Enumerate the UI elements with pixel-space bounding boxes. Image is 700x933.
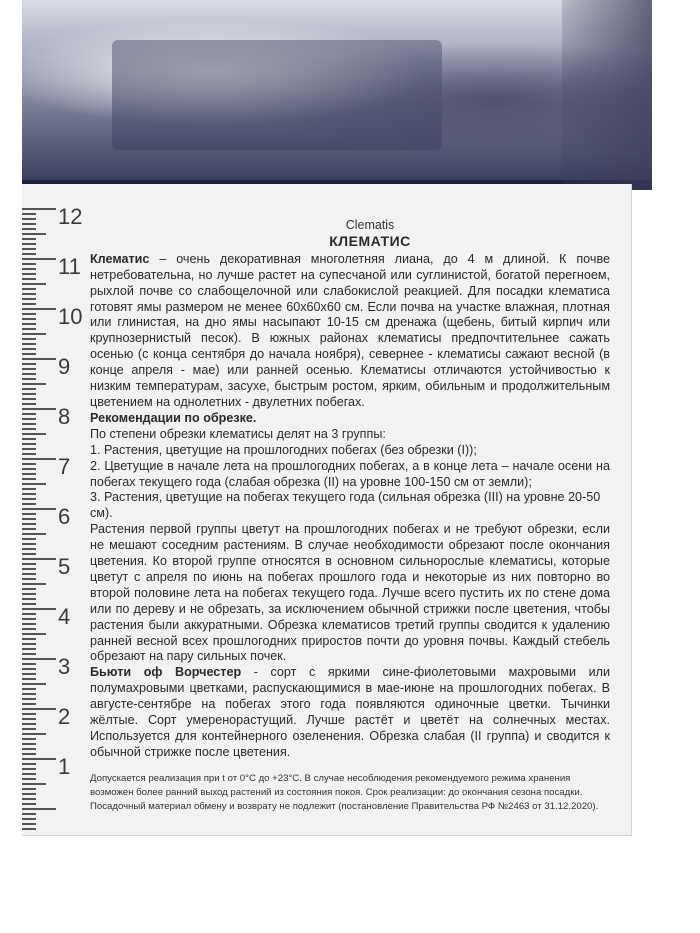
ruler-tick bbox=[22, 653, 36, 655]
pruning-paragraph: Растения первой группы цветут на прошлогодних побегах и не требуют обрезки, если не мешают соседним растениям. В случае необходимости обрезают после окончания цветения. Ко второй группе относятся в основном сильнорослые клематисы, которые цветут с апреля по июнь на побегах прошлого года и некоторые из них повторно во второй половине лета на побегах текущего года. Лучше всего пустить их по стене дома или по дереву и не обрезать, за исключением обычной стрижки после цветения, чтобы растения были аккуратными. Обрезка клематисов третий группы сводится к удалению ранней весной всех прошлогодних приростов почти до уровня почвы. Каждый стебель обрезают на пару сильных почек. bbox=[90, 522, 610, 664]
ruler-tick bbox=[22, 773, 36, 775]
ruler-tick bbox=[22, 438, 36, 440]
ruler-tick bbox=[22, 523, 36, 525]
ruler-tick bbox=[22, 578, 36, 580]
ruler-tick bbox=[22, 713, 36, 715]
ruler-tick bbox=[22, 678, 36, 680]
ruler-tick bbox=[22, 258, 56, 260]
ruler-tick bbox=[22, 443, 36, 445]
ruler-number: 3 bbox=[58, 654, 71, 679]
variety-text: - сорт с яркими сине-фиолетовыми махровыми или полумахровыми цветками, распускающимися в мае-июне на прошлогодних побегах. В августе-сентябре на побегах этого года появляются одиночные цветки. Тычинки жёлтые. Сорт умеренорастущий. Лучше растёт и цветёт на солнечных местах. Используется для контейнерного озеленения. Обрезка слабая (II группа) и сводится к обычной стрижке после цветения. bbox=[90, 665, 610, 759]
intro-paragraph bbox=[90, 252, 610, 411]
pruning-line: По степени обрезки клематисы делят на 3 группы: bbox=[90, 426, 386, 441]
ruler-tick bbox=[22, 208, 56, 210]
ruler-tick bbox=[22, 783, 46, 785]
ruler-tick bbox=[22, 518, 36, 520]
label-content bbox=[90, 218, 610, 761]
ruler-tick bbox=[22, 378, 36, 380]
ruler-tick bbox=[22, 768, 36, 770]
ruler-tick bbox=[22, 493, 36, 495]
ruler-number: 5 bbox=[58, 554, 71, 579]
ruler-number: 6 bbox=[58, 504, 71, 529]
ruler-tick bbox=[22, 268, 36, 270]
ruler-tick bbox=[22, 448, 36, 450]
ruler-tick bbox=[22, 628, 36, 630]
ruler-tick bbox=[22, 573, 36, 575]
ruler-tick bbox=[22, 828, 36, 830]
ruler-tick bbox=[22, 793, 36, 795]
ruler-tick bbox=[22, 373, 36, 375]
ruler-tick bbox=[22, 763, 36, 765]
ruler-number: 8 bbox=[58, 404, 71, 429]
ruler-number: 7 bbox=[58, 454, 71, 479]
ruler-tick bbox=[22, 383, 46, 385]
ruler-tick bbox=[22, 468, 36, 470]
ruler-tick bbox=[22, 418, 36, 420]
ruler-tick bbox=[22, 298, 36, 300]
pruning-line: 3. Растения, цветущие на побегах текущего года (сильная обрезка (III) на уровне 20-50 см). bbox=[90, 490, 601, 521]
ruler-tick bbox=[22, 513, 36, 515]
pruning-line: 1. Растения, цветущие на прошлогодних побегах (без обрезки (I)); bbox=[90, 442, 477, 457]
ruler-tick bbox=[22, 708, 56, 710]
ruler-tick bbox=[22, 408, 56, 410]
ruler-tick bbox=[22, 398, 36, 400]
ruler-number: 4 bbox=[58, 604, 71, 629]
ruler-tick bbox=[22, 243, 36, 245]
ruler-tick bbox=[22, 758, 56, 760]
ruler-tick bbox=[22, 463, 36, 465]
ruler-tick bbox=[22, 623, 36, 625]
label-title: КЛЕМАТИС bbox=[329, 232, 411, 249]
ruler-tick bbox=[22, 503, 36, 505]
ruler-tick bbox=[22, 753, 36, 755]
ruler-tick bbox=[22, 293, 36, 295]
ruler-tick bbox=[22, 333, 46, 335]
ruler-tick bbox=[22, 823, 36, 825]
ruler-number: 9 bbox=[58, 354, 71, 379]
ruler-tick bbox=[22, 338, 36, 340]
ruler-tick bbox=[22, 643, 36, 645]
ruler-tick bbox=[22, 683, 46, 685]
ruler-tick bbox=[22, 568, 36, 570]
latin-name: Clematis bbox=[345, 218, 395, 232]
ruler-tick bbox=[22, 658, 56, 660]
ruler-tick bbox=[22, 718, 36, 720]
ruler-tick bbox=[22, 313, 36, 315]
ruler-tick bbox=[22, 613, 36, 615]
ruler-tick bbox=[22, 363, 36, 365]
ruler-tick bbox=[22, 413, 36, 415]
ruler-tick bbox=[22, 543, 36, 545]
ruler-tick bbox=[22, 563, 36, 565]
ruler-tick bbox=[22, 308, 56, 310]
ruler-number: 10 bbox=[58, 304, 83, 329]
ruler-tick bbox=[22, 403, 36, 405]
packaging-bag-photo bbox=[22, 0, 652, 190]
ruler-tick bbox=[22, 538, 36, 540]
ruler-tick bbox=[22, 798, 36, 800]
ruler-tick bbox=[22, 288, 36, 290]
storage-footer: Допускается реализация при t от 0°С до +23°С. В случае несоблюдения рекомендуемого режима хранения возможен более ранний выход растений из состояния покоя. Срок реализации: до окончания сезона посадки. Посадочный материал обмену и возврату не подлежит (постановление Правительства РФ №2463 от 31.12.2020). bbox=[90, 773, 599, 812]
ruler-tick bbox=[22, 663, 36, 665]
ruler-tick bbox=[22, 528, 36, 530]
pruning-line: 2. Цветущие в начале лета на прошлогодних побегах, а в конце лета – начале осени на побегах текущего года (слабая обрезка (II) на уровне 100-150 см от земли); bbox=[90, 458, 610, 489]
ruler-tick bbox=[22, 228, 36, 230]
measurement-ruler bbox=[22, 188, 92, 828]
ruler-tick bbox=[22, 803, 36, 805]
ruler-tick bbox=[22, 343, 36, 345]
ruler-tick bbox=[22, 473, 36, 475]
ruler-tick bbox=[22, 673, 36, 675]
ruler-tick bbox=[22, 808, 56, 810]
ruler-tick bbox=[22, 603, 36, 605]
pruning-heading: Рекомендации по обрезке. bbox=[90, 410, 257, 425]
ruler-tick bbox=[22, 233, 46, 235]
ruler-tick bbox=[22, 218, 36, 220]
ruler-tick bbox=[22, 698, 36, 700]
ruler-tick bbox=[22, 328, 36, 330]
ruler-tick bbox=[22, 618, 36, 620]
ruler-tick bbox=[22, 728, 36, 730]
ruler-tick bbox=[22, 498, 36, 500]
ruler-tick bbox=[22, 458, 56, 460]
ruler-tick bbox=[22, 723, 36, 725]
ruler-tick bbox=[22, 488, 36, 490]
ruler-tick bbox=[22, 478, 36, 480]
ruler-number: 12 bbox=[58, 204, 83, 229]
ruler-tick bbox=[22, 703, 36, 705]
ruler-tick bbox=[22, 278, 36, 280]
ruler-tick bbox=[22, 748, 36, 750]
ruler-tick bbox=[22, 353, 36, 355]
ruler-tick bbox=[22, 393, 36, 395]
ruler-tick bbox=[22, 318, 36, 320]
ruler-tick bbox=[22, 598, 36, 600]
ruler-tick bbox=[22, 263, 36, 265]
ruler-tick bbox=[22, 323, 36, 325]
ruler-tick bbox=[22, 733, 46, 735]
ruler-number: 1 bbox=[58, 754, 71, 779]
ruler-tick bbox=[22, 593, 36, 595]
ruler-tick bbox=[22, 433, 46, 435]
ruler-number: 2 bbox=[58, 704, 71, 729]
ruler-tick bbox=[22, 508, 56, 510]
ruler-tick bbox=[22, 283, 46, 285]
ruler-tick bbox=[22, 588, 36, 590]
ruler-tick bbox=[22, 358, 56, 360]
ruler-tick bbox=[22, 428, 36, 430]
ruler-tick bbox=[22, 453, 36, 455]
ruler-tick bbox=[22, 223, 36, 225]
ruler-tick bbox=[22, 348, 36, 350]
ruler-tick bbox=[22, 818, 36, 820]
variety-name: Бьюти оф Ворчестер bbox=[90, 665, 242, 680]
ruler-tick bbox=[22, 483, 46, 485]
ruler-tick bbox=[22, 303, 36, 305]
ruler-tick bbox=[22, 668, 36, 670]
ruler-tick bbox=[22, 388, 36, 390]
ruler-tick bbox=[22, 213, 36, 215]
ruler-tick bbox=[22, 788, 36, 790]
ruler-tick bbox=[22, 688, 36, 690]
ruler-tick bbox=[22, 368, 36, 370]
ruler-tick bbox=[22, 813, 36, 815]
variety-paragraph bbox=[90, 665, 610, 760]
ruler-tick bbox=[22, 553, 36, 555]
ruler-tick bbox=[22, 648, 36, 650]
ruler-tick bbox=[22, 558, 56, 560]
ruler-tick bbox=[22, 423, 36, 425]
ruler-tick bbox=[22, 273, 36, 275]
ruler-tick bbox=[22, 738, 36, 740]
ruler-tick bbox=[22, 583, 46, 585]
ruler-tick bbox=[22, 693, 36, 695]
ruler-tick bbox=[22, 633, 46, 635]
ruler-number: 11 bbox=[58, 254, 81, 279]
ruler-tick bbox=[22, 533, 46, 535]
ruler-tick bbox=[22, 778, 36, 780]
ruler-tick bbox=[22, 743, 36, 745]
ruler-tick bbox=[22, 248, 36, 250]
intro-bold: Клематис bbox=[90, 251, 150, 266]
ruler-tick bbox=[22, 238, 36, 240]
intro-text: – очень декоративная многолетняя лиана, до 4 м длиной. К почве нетребовательна, но лучше растет на супесчаной или суглинистой, богатой перегноем, рыхлой почве со слабощелочной или слабокислой реакцией. Для посадки клематиса готовят ямы размером не менее 60х60х60 см. Если почва на участке влажная, плотная или глинистая, на дно ямы насыпают 10-15 см дренажа (щебень, битый кирпич или крупнозернистый песок). В южных районах клематисы предпочтительнее сажать осенью (с конца сентября до начала ноября), севернее - клематисы сажают весной (в конце апреля - мае) или ранней осенью. Клематисы отличаются устойчивостью к низким температурам, засухе, быстрым ростом, ярким, обильным и продолжительным цветением на однолетних - двулетних побегах. bbox=[90, 251, 610, 409]
ruler-tick bbox=[22, 608, 56, 610]
ruler-tick bbox=[22, 638, 36, 640]
ruler-tick bbox=[22, 548, 36, 550]
ruler-tick bbox=[22, 253, 36, 255]
